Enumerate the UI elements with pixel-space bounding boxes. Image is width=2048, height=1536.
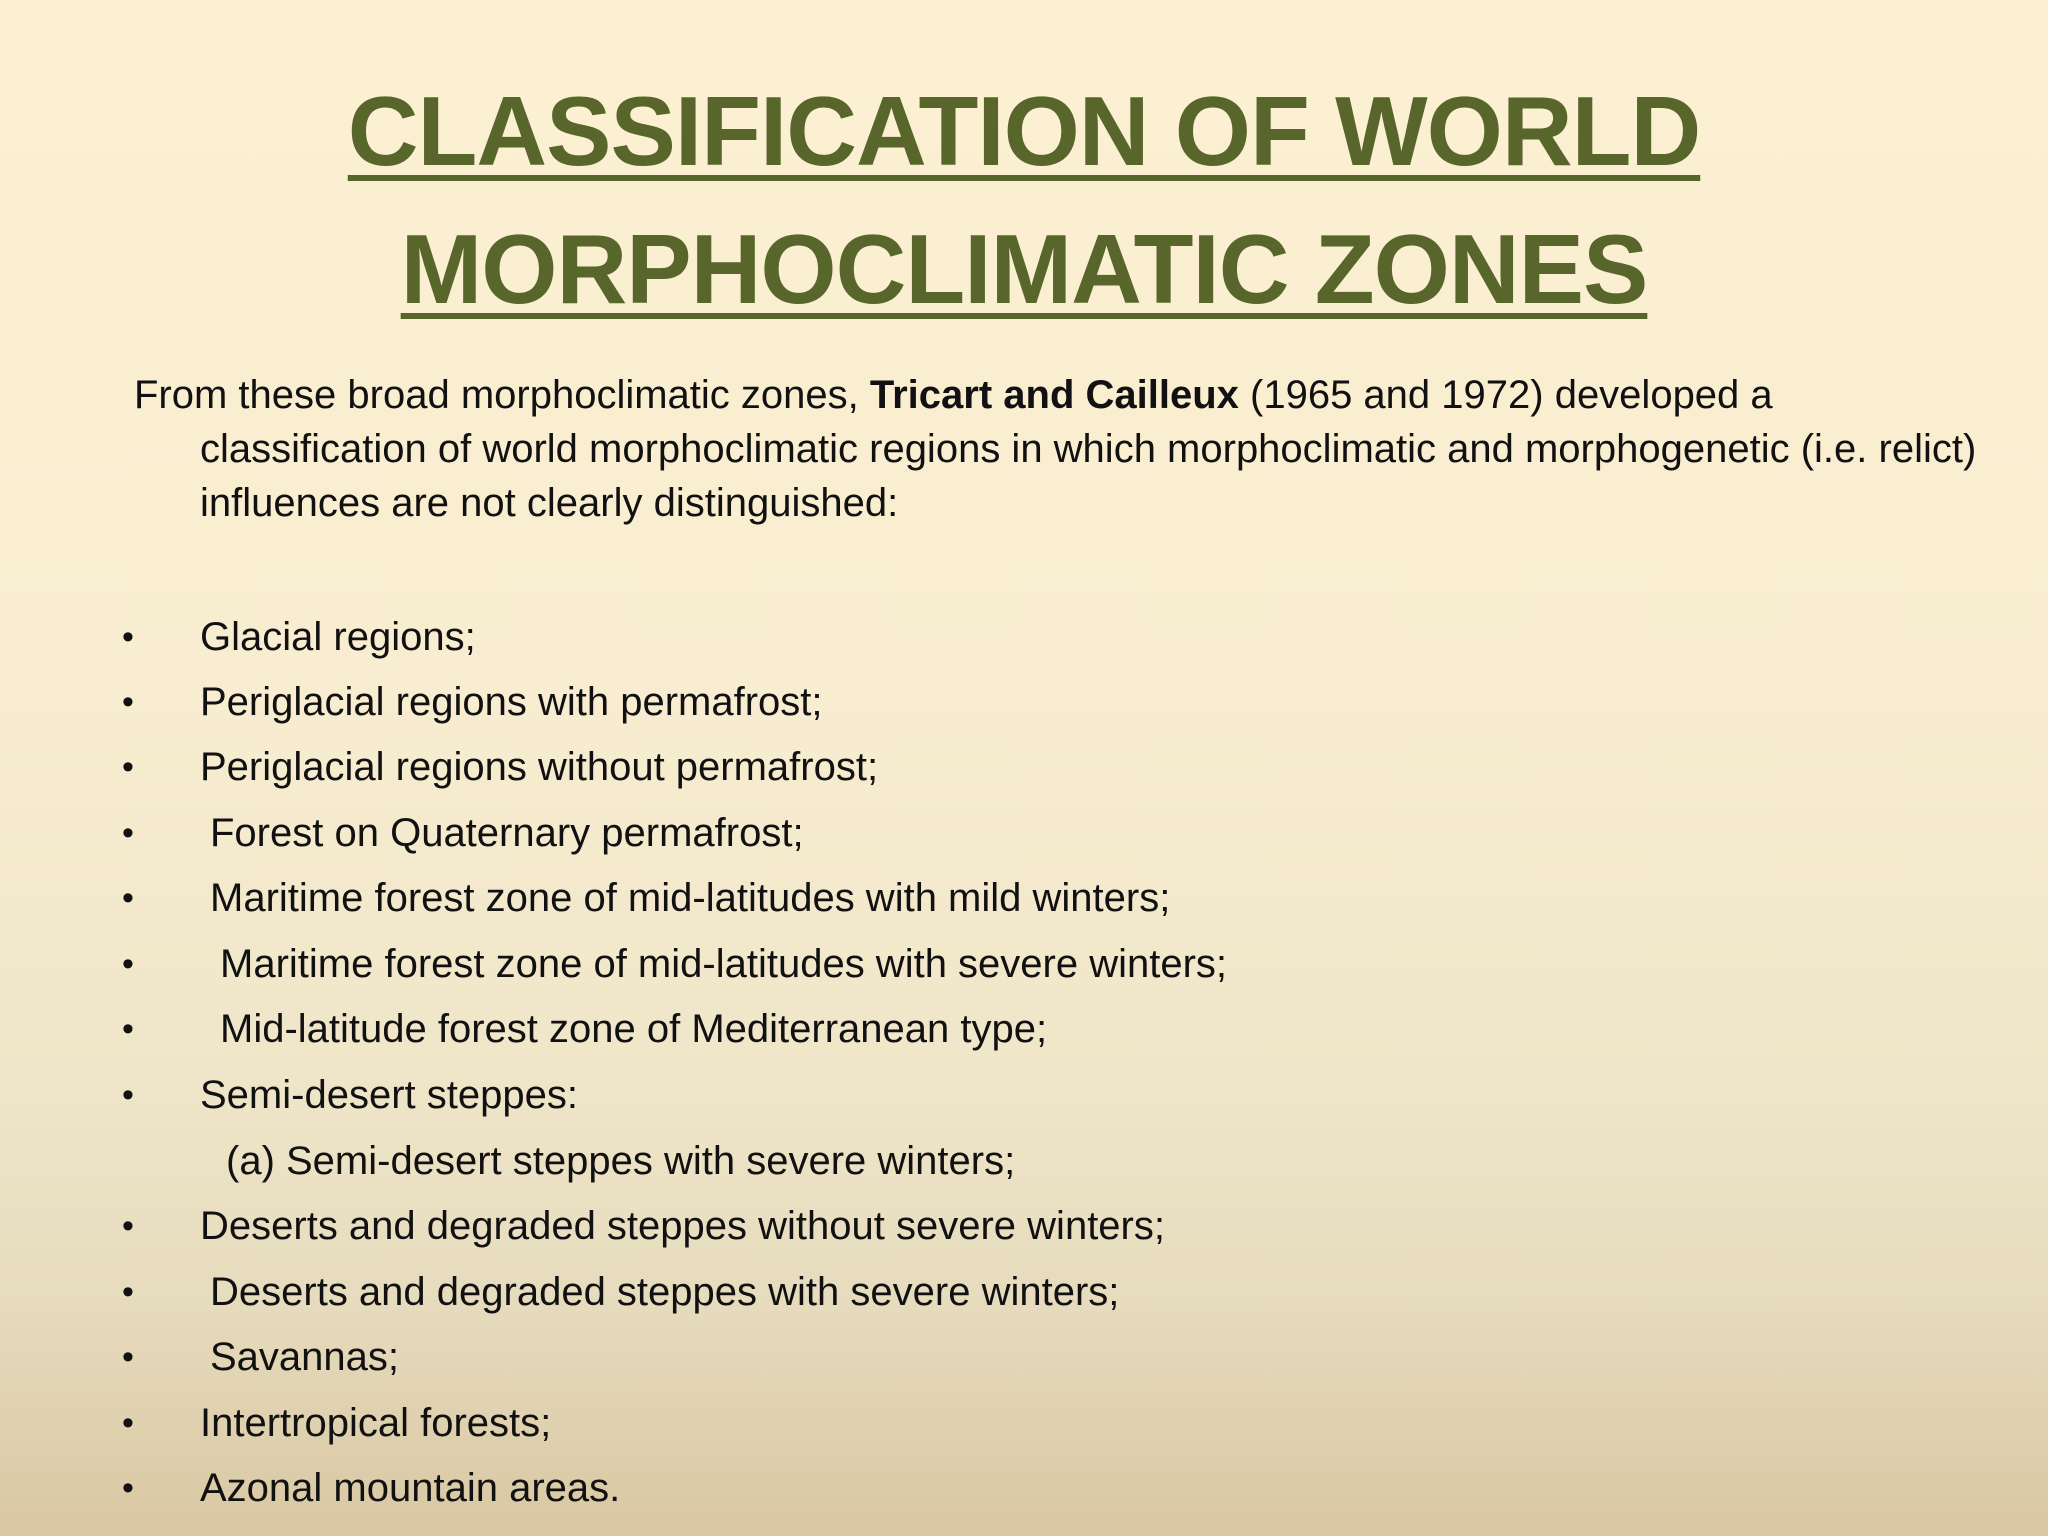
bullet-icon: •: [122, 1404, 134, 1442]
list-item-text: Semi-desert steppes:: [200, 1073, 578, 1117]
list-item-text: Maritime forest zone of mid-latitudes with mild winters;: [210, 876, 1171, 920]
list-item-text: Deserts and degraded steppes with severe winters;: [210, 1270, 1120, 1314]
list-item-text: Periglacial regions with permafrost;: [200, 680, 823, 724]
list-item: [0, 607, 2048, 667]
list-item: [0, 803, 2048, 863]
list-item-text: Intertropical forests;: [200, 1401, 552, 1445]
list-item: [0, 999, 2048, 1059]
list-item-text: Maritime forest zone of mid-latitudes with severe winters;: [220, 942, 1228, 986]
title-line-2: MORPHOCLIMATIC ZONES: [400, 214, 1648, 324]
bullet-icon: •: [122, 879, 134, 917]
list-item-text: Glacial regions;: [200, 615, 476, 659]
bullet-icon: •: [122, 748, 134, 786]
bullet-icon: •: [122, 814, 134, 852]
list-item: [0, 1458, 2048, 1518]
list-item: [0, 1196, 2048, 1256]
list-subitem-text: (a) Semi-desert steppes with severe winters;: [226, 1139, 1016, 1183]
list-item: [0, 672, 2048, 732]
list-item-text: Forest on Quaternary permafrost;: [210, 811, 804, 855]
list-item-text: Periglacial regions without permafrost;: [200, 745, 879, 789]
list-item-text: Deserts and degraded steppes without severe winters;: [200, 1204, 1165, 1248]
list-item: [0, 1065, 2048, 1125]
list-item: [0, 868, 2048, 928]
intro-authors: Tricart and Cailleux: [869, 373, 1239, 417]
bullet-icon: •: [122, 618, 134, 656]
list-item-text: Savannas;: [210, 1335, 400, 1379]
bullet-icon: •: [122, 1469, 134, 1507]
list-subitem: [0, 1131, 2048, 1191]
list-item-text: Azonal mountain areas.: [200, 1466, 621, 1510]
list-item: [0, 1393, 2048, 1453]
bullet-icon: •: [122, 945, 134, 983]
list-item: [0, 1327, 2048, 1387]
list-item: [0, 934, 2048, 994]
list-item: [0, 1262, 2048, 1322]
bullet-icon: •: [122, 1010, 134, 1048]
list-item-text: Mid-latitude forest zone of Mediterranean type;: [220, 1007, 1048, 1051]
list-item: [0, 737, 2048, 797]
bullet-icon: •: [122, 1207, 134, 1245]
bullet-icon: •: [122, 1338, 134, 1376]
bullet-icon: •: [122, 683, 134, 721]
intro-text-after: (1965 and 1972) developed a classification of world morphoclimatic regions in which morphoclimatic and morphogenetic (i.e. relict) influences are not clearly distinguished:: [200, 373, 1977, 525]
bullet-icon: •: [122, 1076, 134, 1114]
intro-text-before: From these broad morphoclimatic zones,: [134, 373, 870, 417]
bullet-icon: •: [122, 1273, 134, 1311]
title-line-1: CLASSIFICATION OF WORLD: [347, 76, 1701, 186]
